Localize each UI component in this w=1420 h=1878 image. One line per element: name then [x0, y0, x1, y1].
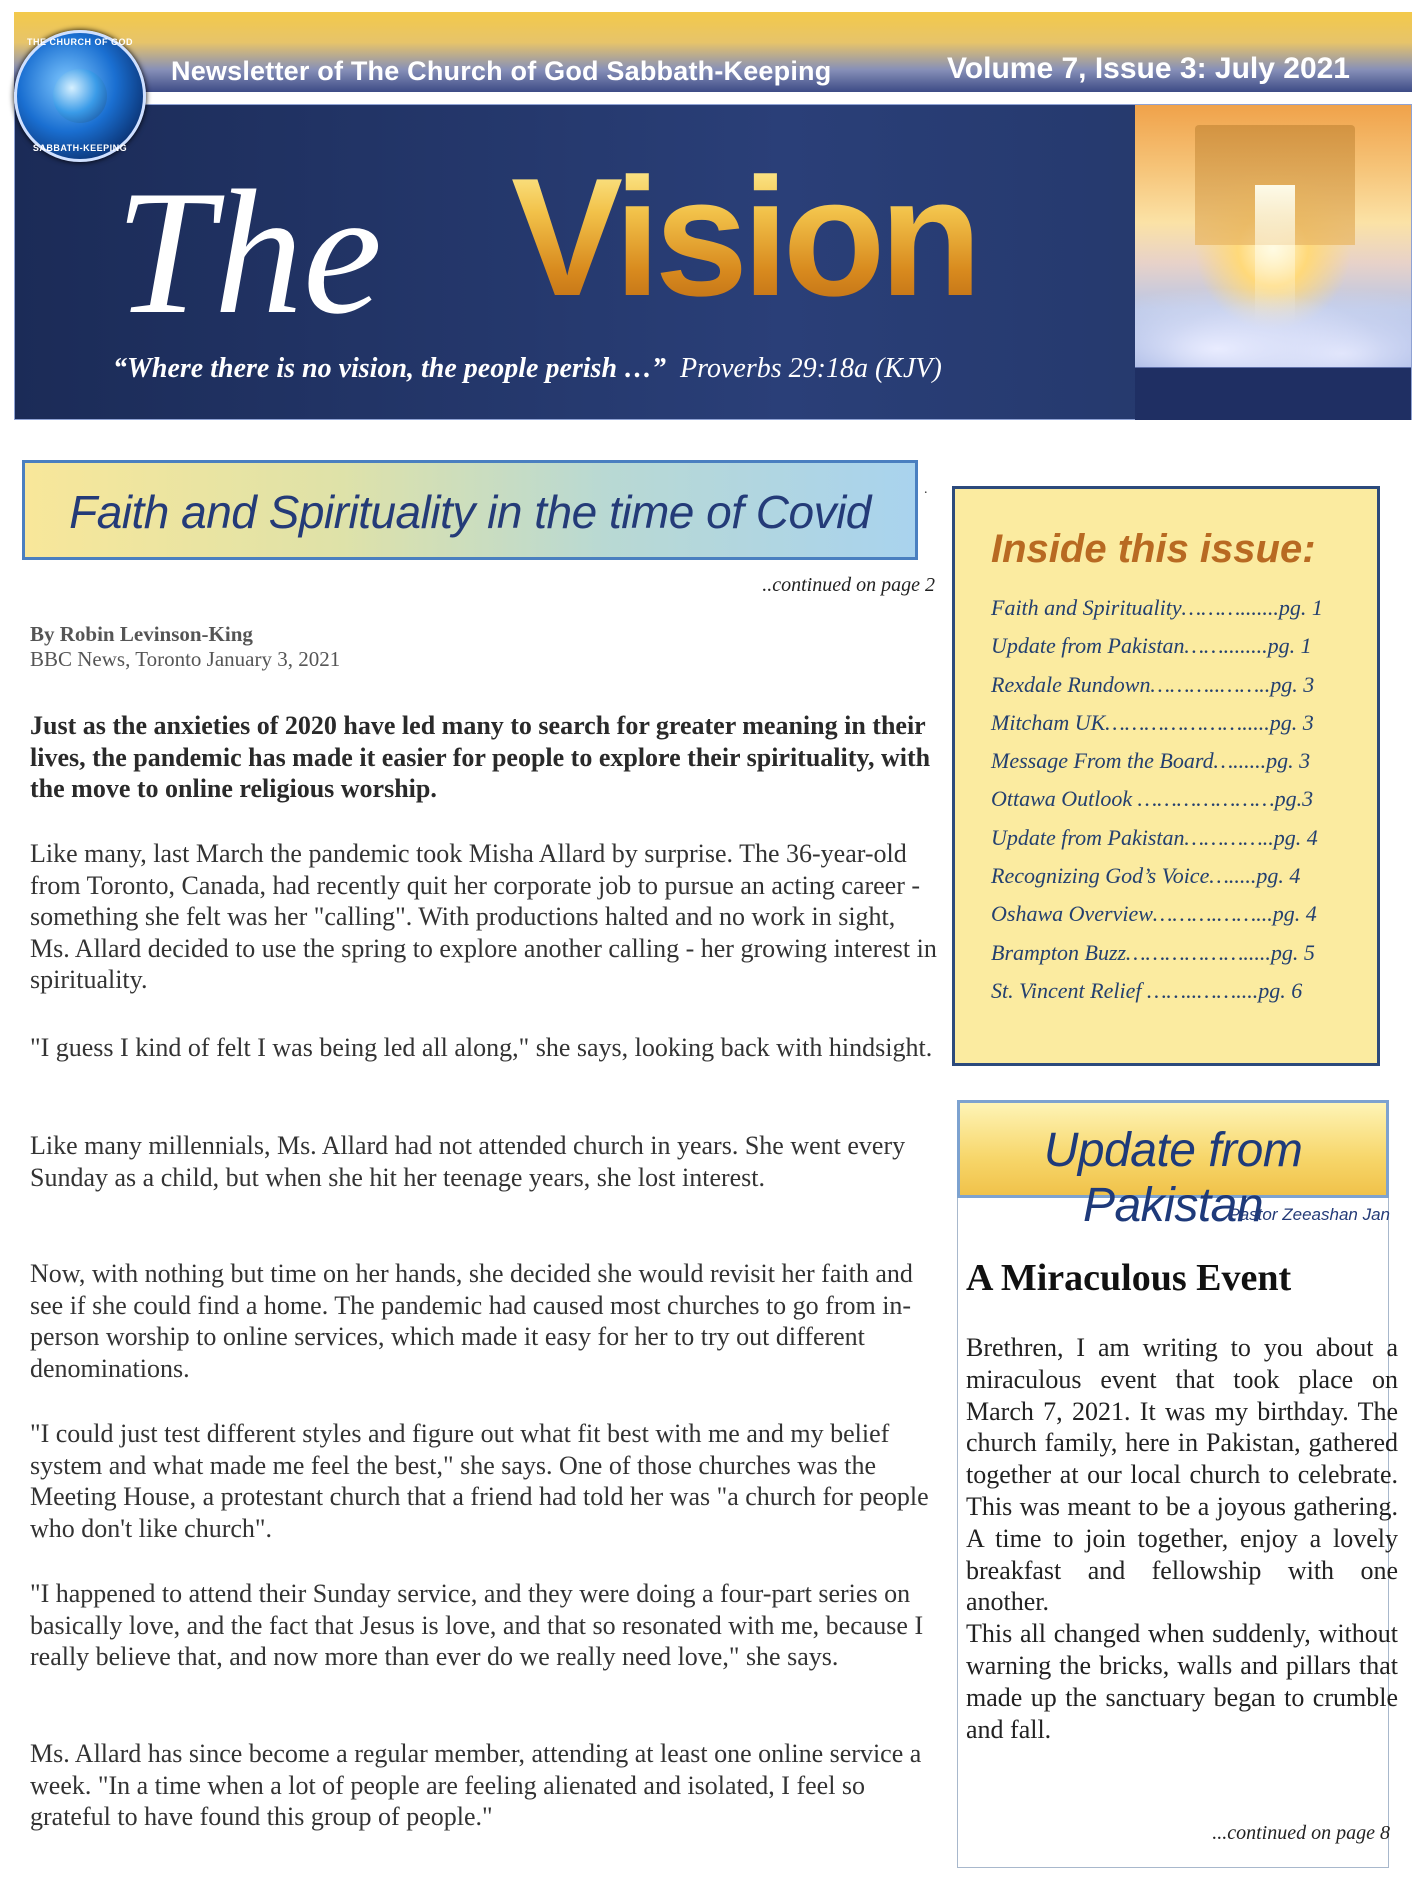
paragraph-text: Now, with nothing but time on her hands, she decided she would revisit her faith and see if she could find a home. The pandemic had caused most churches to go from in-person worship to online services, which made it easy for her to try out different denominations. — [30, 1259, 913, 1383]
lead-text: Just as the anxieties of 2020 have led many to search for greater meaning in their lives, the pandemic has made it easier for people to explore their spirituality, with the move to online religious worship. — [30, 711, 931, 803]
feature-continued-note: ..continued on page 2 — [762, 574, 935, 596]
pakistan-author: Pastor Zeeashan Jan — [1228, 1205, 1390, 1224]
pakistan-continued-note: ...continued on page 8 — [1212, 1822, 1390, 1844]
stray-dot: . — [924, 482, 928, 497]
logo-bottom-text: SABBATH-KEEPING — [32, 143, 128, 153]
toc-item[interactable]: Mitcham UK………………….....pg. 3 — [991, 709, 1314, 735]
masthead-tagline — [113, 353, 942, 385]
masthead-banner — [14, 104, 1412, 420]
paragraph-text: "I guess I kind of felt I was being led all along," she says, looking back with hindsight. — [30, 1033, 933, 1062]
table-of-contents — [991, 589, 1371, 1010]
inside-this-issue-box — [952, 486, 1380, 1066]
toc-item[interactable]: Recognizing God’s Voice….....pg. 4 — [991, 863, 1301, 889]
toc-item[interactable]: Update from Pakistan…………..pg. 4 — [991, 824, 1318, 850]
toc-item[interactable]: Ottawa Outlook …………………pg.3 — [991, 786, 1314, 812]
paragraph-text: "I happened to attend their Sunday service, and they were doing a four-part series on basically love, and the fact that Jesus is love, and that so resonated with me, because I really believe that, and now more than ever do we really need love," she says. — [30, 1579, 924, 1671]
article-lead — [30, 710, 940, 805]
pakistan-headline: A Miraculous Event — [966, 1257, 1292, 1299]
article-paragraph — [30, 1258, 940, 1384]
pakistan-paragraph: This all changed when suddenly, without warning the bricks, walls and pillars that made up the sanctuary began to crumble and fall. — [966, 1619, 1398, 1744]
byline: By Robin Levinson-King — [30, 622, 253, 646]
cloud-shape — [1135, 277, 1411, 367]
article-paragraph — [30, 1032, 940, 1064]
tagline-reference: Proverbs 29:18a (KJV) — [680, 353, 942, 384]
inside-title — [991, 527, 1316, 572]
toc-item[interactable]: Update from Pakistan……........pg. 1 — [991, 633, 1312, 659]
globe-icon — [53, 69, 107, 123]
paragraph-text: Ms. Allard has since become a regular member, attending at least one online service a week. "In a time when a lot of people are feeling alienated and isolated, I feel so grateful to have found this group of people." — [30, 1739, 922, 1831]
masthead-top-bar — [14, 12, 1412, 92]
article-paragraph — [30, 838, 940, 996]
inside-title-text: Inside this issue — [991, 527, 1303, 571]
church-logo-globe-icon — [14, 30, 146, 162]
article-paragraph — [30, 1578, 940, 1673]
article-paragraph — [30, 1418, 940, 1544]
inside-title-colon: : — [1302, 527, 1316, 571]
toc-item[interactable]: Rexdale Rundown………..……..pg. 3 — [991, 671, 1315, 697]
newsletter-org-line: Newsletter of The Church of God Sabbath-Keeping — [171, 56, 832, 86]
issue-date-line: Volume 7, Issue 3: July 2021 — [947, 52, 1350, 85]
pakistan-title: Update from Pakistan — [1043, 1124, 1303, 1232]
logo-top-text: THE CHURCH OF GOD — [27, 37, 133, 47]
article-source: BBC News, Toronto January 3, 2021 — [30, 647, 341, 671]
title-vision: Vision — [511, 143, 977, 331]
title-the: The — [115, 153, 382, 351]
article-paragraph — [30, 1738, 940, 1833]
paragraph-text: Like many, last March the pandemic took Misha Allard by surprise. The 36-year-old from Toronto, Canada, had recently quit her corporate job to pursue an acting career - something she felt was her "calling". With productions halted and no work in sight, Ms. Allard decided to use the spring to explore another calling - her growing interest in spirituality. — [30, 839, 937, 994]
pakistan-body — [966, 1332, 1398, 1745]
paragraph-text: "I could just test different styles and figure out what fit best with me and my belief system and what made me feel the best," she says. One of those churches was the Meeting House, a protestant church that a friend had told her was "a church for people who don't like church". — [30, 1419, 929, 1543]
toc-item[interactable]: Faith and Spirituality……….......pg. 1 — [991, 595, 1323, 620]
illustration-footer-strip — [1135, 367, 1411, 420]
toc-item[interactable]: Oshawa Overview……….……...pg. 4 — [991, 901, 1317, 927]
pakistan-paragraph: Brethren, I am writing to you about a miraculous event that took place on March 7, 2021. It was my birthday. The church family, here in Pakistan, gathered together at our local church to celebrate. This was meant to be a joyous gathering. A time to join together, enjoy a lovely breakfast and fellowship with one another. — [966, 1333, 1398, 1617]
toc-item[interactable]: St. Vincent Relief ……..……....pg. 6 — [991, 977, 1303, 1003]
feature-title: Faith and Spirituality in the time of Covid — [69, 486, 871, 538]
toc-item[interactable]: Message From the Board…......pg. 3 — [991, 748, 1311, 774]
toc-item[interactable]: Brampton Buzz……………….....pg. 5 — [991, 939, 1315, 965]
heavenly-city-illustration — [1135, 105, 1411, 367]
tagline-quote: “Where there is no vision, the people perish …” — [113, 353, 667, 384]
feature-title-box — [22, 460, 918, 560]
article-paragraph — [30, 1130, 940, 1193]
paragraph-text: Like many millennials, Ms. Allard had not attended church in years. She went every Sunday as a child, but when she hit her teenage years, she lost interest. — [30, 1131, 906, 1192]
